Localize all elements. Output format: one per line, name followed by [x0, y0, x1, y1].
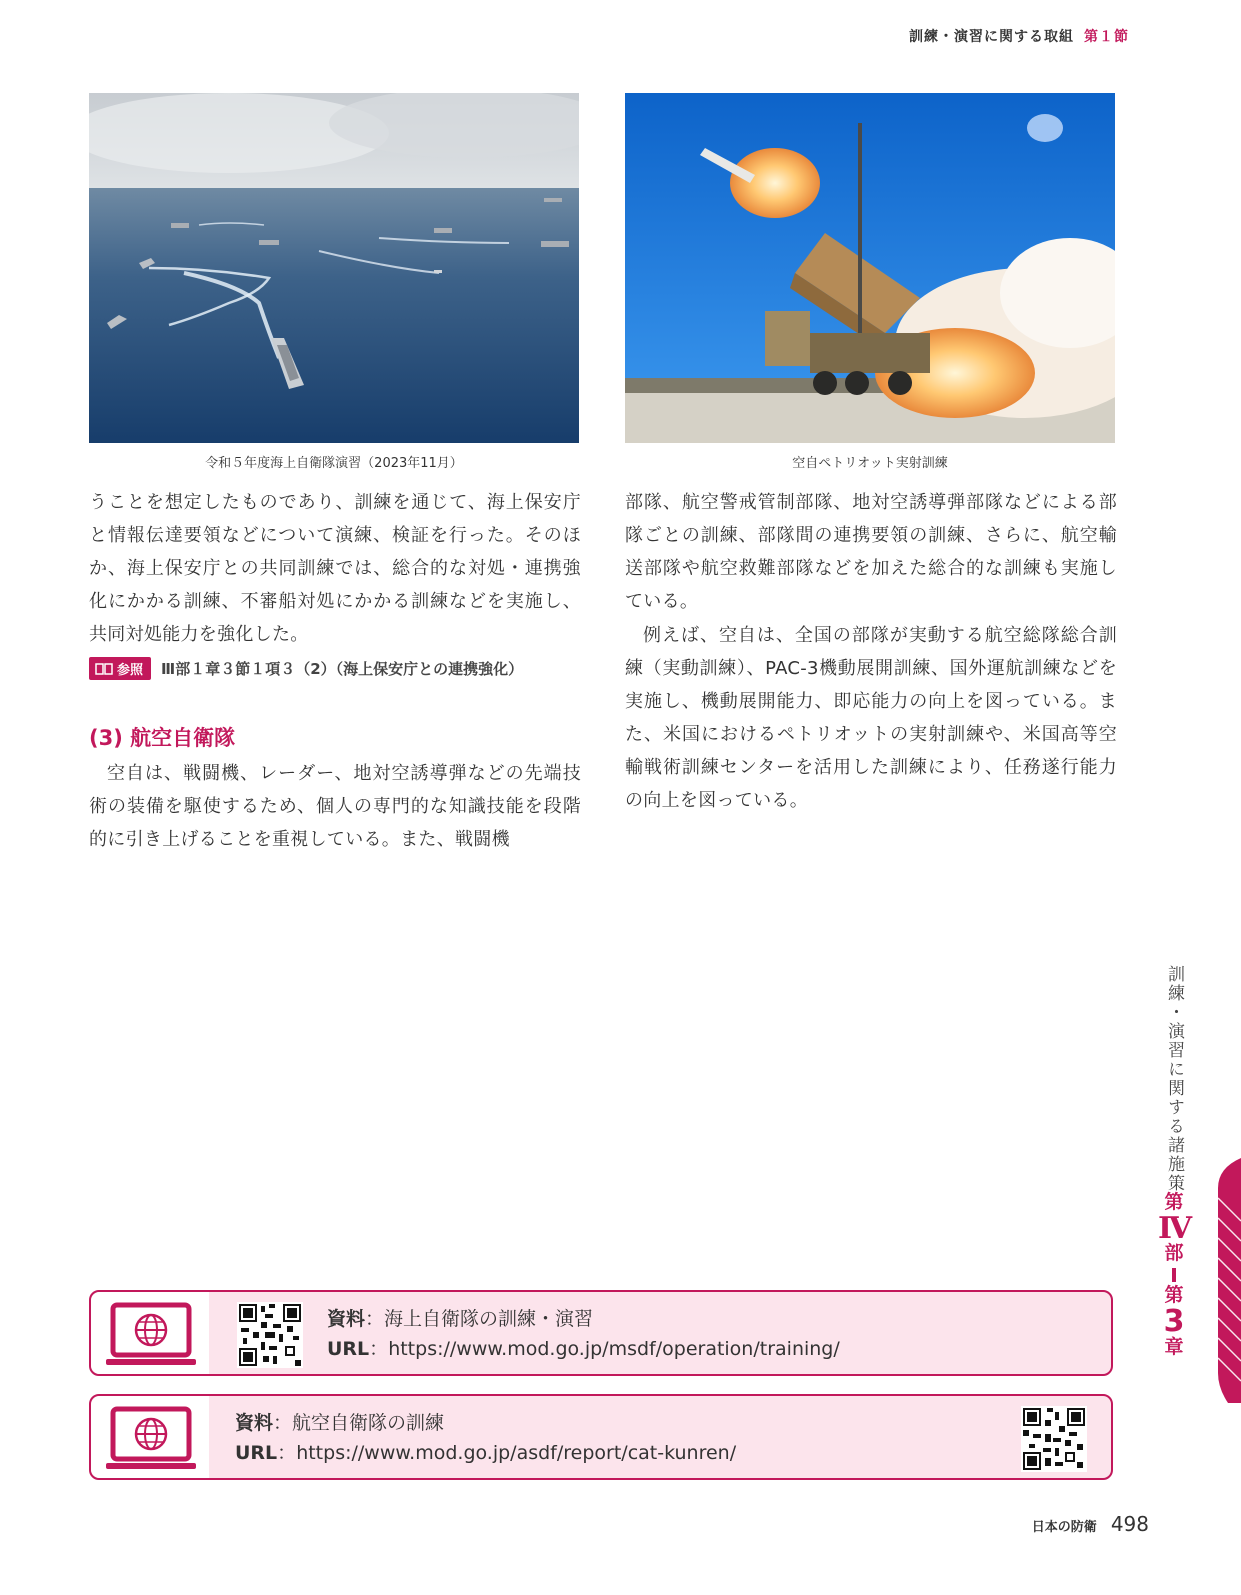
section-heading: (3) 航空自衛隊: [89, 726, 236, 750]
side-tab-divider: [1172, 1268, 1176, 1282]
side-chapter-tab[interactable]: [1158, 965, 1193, 1358]
resource-text-msdf: [327, 1304, 840, 1364]
resource-box-asdf: [89, 1394, 1113, 1480]
header-section: 第１節: [1084, 29, 1129, 45]
side-chapter-number: 3: [1163, 1304, 1185, 1340]
patriot-photo-caption: 空自ペトリオット実射訓練: [792, 456, 948, 471]
side-part-prefix: 第: [1164, 1191, 1184, 1213]
naval-exercise-photo: [89, 93, 579, 443]
side-part-number: Ⅳ: [1158, 1210, 1193, 1246]
right-paragraph-2: 例えば、空自は、全国の部隊が実動する航空総隊総合訓練（実動訓練）、PAC-3機動展開訓練、国外運航訓練などを実施し、機動展開能力、即応能力の向上を図っている。また、米国におけるペトリオットの実射訓練や、米国高等空輸戦術訓練センターを活用した訓練により、任務遂行能力の向上を図っている。: [625, 625, 1117, 811]
resource-url-line: URL：https://www.mod.go.jp/asdf/report/cat-kunren/: [235, 1442, 737, 1464]
side-part-suffix: 部: [1164, 1242, 1184, 1265]
resource-url-line: URL：https://www.mod.go.jp/msdf/operation/training/: [327, 1338, 840, 1360]
laptop-globe-icon: [105, 1406, 197, 1472]
resource-label-key: 資料: [235, 1412, 274, 1434]
left-paragraph-2: 空自は、戦闘機、レーダー、地対空誘導弾などの先端技術の装備を駆使するため、個人の専門的な知識技能を段階的に引き上げることを重視している。また、戦闘機: [89, 763, 581, 850]
page-footer: [1032, 1512, 1149, 1536]
resource-icon-area: [91, 1396, 209, 1478]
resource-url-key: URL: [235, 1442, 278, 1464]
reference-row: [89, 657, 581, 683]
naval-exercise-image: [89, 93, 579, 443]
publication-name: 日本の防衛: [1031, 1520, 1097, 1535]
right-paragraph-1: 部隊、航空警戒管制部隊、地対空誘導弾部隊などによる部隊ごとの訓練、部隊間の連携要領の訓練、さらに、航空輸送部隊や航空救難部隊などを加えた総合的な訓練も実施している。: [625, 492, 1117, 612]
resource-url-key: URL: [327, 1338, 370, 1360]
book-icon: [95, 663, 113, 675]
resource-box-msdf: [89, 1290, 1113, 1376]
resource-label-value: 航空自衛隊の訓練: [292, 1412, 445, 1434]
left-paragraph-1: うことを想定したものであり、訓練を通じて、海上保安庁と情報伝達要領などについて演練、検証を行った。そのほか、海上保安庁との共同訓練では、総合的な対処・連携強化にかかる訓練、不審船対処にかかる訓練などを実施し、共同対処能力を強化した。: [89, 492, 582, 645]
running-header: [909, 26, 1129, 46]
header-title: 訓練・演習に関する取組: [909, 29, 1074, 45]
patriot-launch-image: [625, 93, 1115, 443]
laptop-globe-icon: [105, 1302, 197, 1368]
patriot-launch-photo: [625, 93, 1115, 443]
resource-label-value: 海上自衛隊の訓練・演習: [384, 1308, 594, 1330]
side-tab-title: 訓練・演習に関する諸施策: [1164, 965, 1184, 1193]
resource-text-asdf: [235, 1408, 736, 1468]
resource-icon-area: [91, 1292, 209, 1374]
side-tab-stripe: [1188, 1158, 1241, 1403]
reference-badge-label: 参照: [117, 663, 144, 678]
naval-photo-caption: 令和５年度海上自衛隊演習（2023年11月）: [205, 456, 463, 471]
side-tab-chapter: [1158, 1286, 1190, 1357]
side-chapter-suffix: 章: [1164, 1335, 1184, 1358]
qr-code-msdf[interactable]: [237, 1302, 303, 1368]
page-number: 498: [1110, 1512, 1149, 1536]
resource-url-link[interactable]: https://www.mod.go.jp/msdf/operation/training/: [388, 1338, 840, 1360]
reference-text: Ⅲ部１章３節１項３（2）（海上保安庁との連携強化）: [161, 660, 524, 678]
reference-badge[interactable]: [89, 657, 151, 680]
resource-label-line: 資料：航空自衛隊の訓練: [235, 1412, 445, 1434]
resource-url-link[interactable]: https://www.mod.go.jp/asdf/report/cat-kunren/: [296, 1442, 737, 1464]
side-chapter-prefix: 第: [1164, 1284, 1184, 1307]
resource-label-line: 資料：海上自衛隊の訓練・演習: [327, 1308, 594, 1330]
resource-label-key: 資料: [327, 1308, 366, 1330]
qr-code-asdf[interactable]: [1021, 1406, 1087, 1472]
side-tab-part: [1158, 1191, 1193, 1265]
